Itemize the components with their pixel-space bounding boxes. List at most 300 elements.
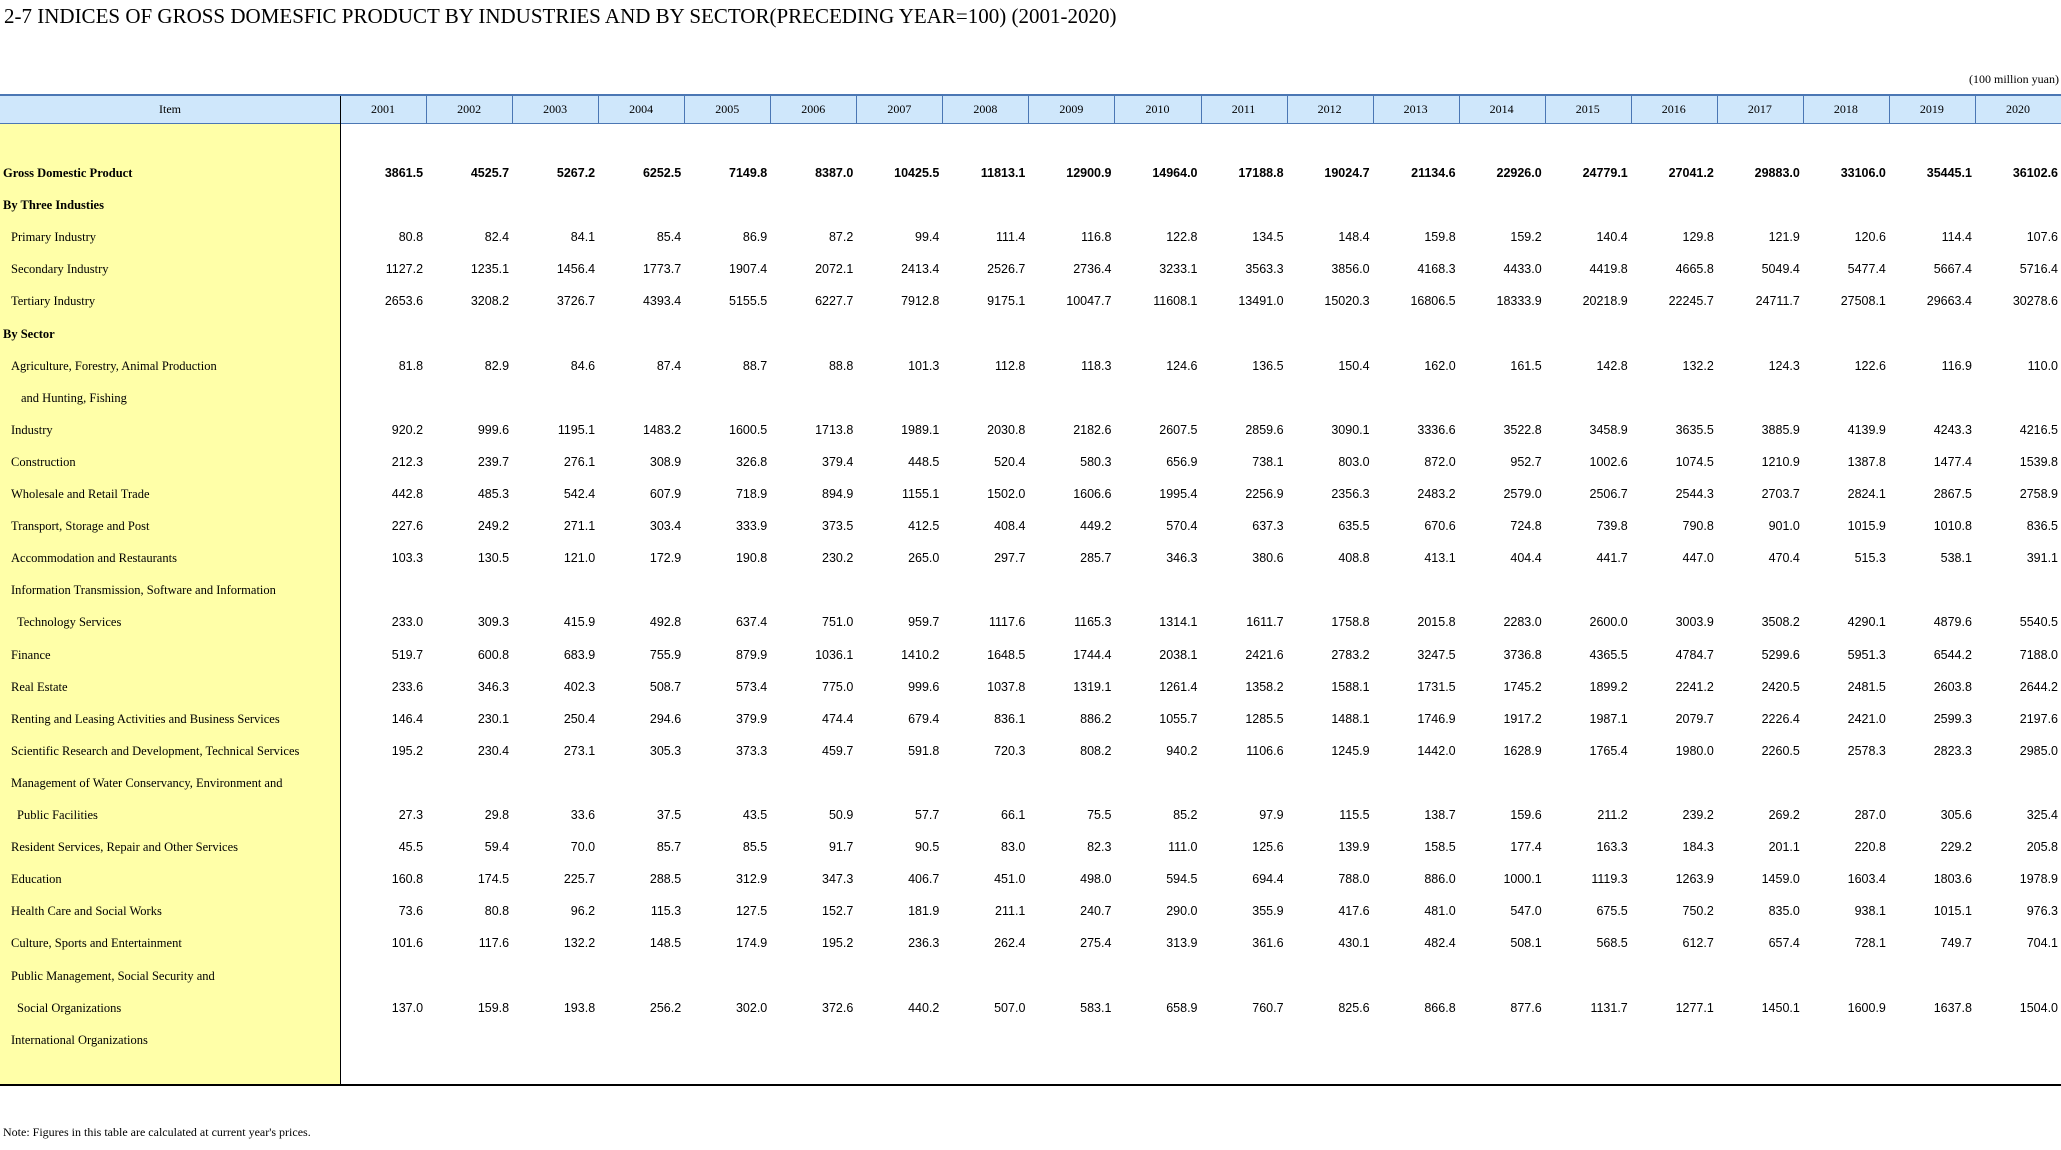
table-cell: 27508.1 [1840,294,1886,309]
table-cell: 22926.0 [1496,166,1542,180]
table-cell: 1773.7 [642,262,682,277]
table-cell: 999.6 [477,422,510,437]
table-cell: 4419.8 [1589,262,1628,277]
table-cell: 195.2 [391,743,424,758]
table-cell: 73.6 [398,904,424,919]
table-cell: 408.4 [994,519,1026,534]
table-cell: 87.4 [656,358,682,373]
table-cell: 2783.2 [1331,647,1370,662]
row-label: and Hunting, Fishing [21,390,127,405]
header-year-2006: 2006 [801,102,826,116]
table-cell: 866.8 [1424,1000,1456,1015]
row-label: Resident Services, Repair and Other Services [11,840,239,855]
table-cell: 346.3 [477,679,510,694]
row-label: Transport, Storage and Post [11,519,150,534]
table-cell: 447.0 [1682,551,1714,566]
table-cell: 4290.1 [1847,615,1886,630]
table-cell: 22245.7 [1668,294,1714,309]
table-cell: 750.2 [1682,904,1714,919]
table-cell: 877.6 [1510,1000,1542,1015]
table-cell: 361.6 [1252,936,1284,951]
table-cell: 3458.9 [1589,422,1628,437]
table-cell: 679.4 [908,711,940,726]
header-divider [684,96,685,123]
table-cell: 124.3 [1768,358,1800,373]
table-cell: 5155.5 [729,294,768,309]
table-cell: 4665.8 [1675,262,1714,277]
table-cell: 1907.4 [729,262,768,277]
table-cell: 308.9 [649,454,682,469]
header-year-2017: 2017 [1747,102,1772,116]
table-cell: 2481.5 [1847,679,1886,694]
row-label: By Three Industies [3,198,104,213]
table-cell: 139.9 [1338,840,1370,855]
table-cell: 2030.8 [987,422,1026,437]
table-cell: 373.3 [735,743,768,758]
table-cell: 172.9 [649,551,682,566]
table-cell: 580.3 [1080,454,1112,469]
header-year-2002: 2002 [457,102,482,116]
table-cell: 1978.9 [2019,872,2058,887]
header-divider [426,96,427,123]
table-cell: 132.2 [563,936,596,951]
table-cell: 1106.6 [1246,743,1284,758]
table-cell: 21134.6 [1411,166,1456,180]
table-cell: 116.8 [1081,230,1112,245]
table-cell: 121.9 [1768,230,1800,245]
header-divider [1373,96,1374,123]
header-year-2001: 2001 [371,102,396,116]
table-cell: 417.6 [1338,904,1370,919]
unit-label: (100 million yuan) [1969,72,2059,86]
table-cell: 227.6 [391,519,424,534]
table-cell: 879.9 [735,647,768,662]
header-year-2004: 2004 [629,102,654,116]
table-cell: 1015.9 [1847,519,1886,534]
table-cell: 249.2 [477,519,510,534]
table-cell: 8387.0 [815,166,854,180]
header-year-2011: 2011 [1231,102,1256,116]
header-year-2008: 2008 [973,102,998,116]
table-cell: 1539.8 [2019,454,2058,469]
table-cell: 262.4 [994,936,1026,951]
table-cell: 159.6 [1510,808,1542,822]
table-cell: 3508.2 [1761,615,1800,630]
table-cell: 142.8 [1596,358,1628,373]
header-divider [856,96,857,123]
table-cell: 5667.4 [1933,262,1972,277]
table-cell: 250.4 [563,711,596,726]
table-cell: 45.5 [398,840,424,855]
table-cell: 162.0 [1424,358,1456,373]
table-cell: 4216.5 [2019,422,2058,437]
table-cell: 657.4 [1768,936,1800,951]
row-label: Information Transmission, Software and Information [11,583,276,598]
row-label: Education [11,872,62,887]
table-cell: 976.3 [2026,904,2058,919]
header-divider [512,96,513,123]
table-cell: 43.5 [742,808,768,822]
table-cell: 2182.6 [1073,422,1112,437]
header-year-2016: 2016 [1661,102,1686,116]
table-cell: 163.3 [1596,840,1628,855]
table-cell: 303.4 [649,519,682,534]
header-year-2005: 2005 [715,102,740,116]
table-cell: 3736.8 [1503,647,1542,662]
table-cell: 2578.3 [1847,743,1886,758]
table-cell: 2421.6 [1245,647,1284,662]
table-cell: 2526.7 [987,262,1026,277]
header-divider [1803,96,1804,123]
table-cell: 118.3 [1081,358,1112,373]
table-cell: 6227.7 [815,294,854,309]
table-cell: 5540.5 [2019,615,2058,630]
table-cell: 1131.7 [1590,1000,1628,1015]
footnote: Note: Figures in this table are calculated at current year's prices. [3,1125,311,1139]
table-cell: 570.4 [1166,519,1198,534]
table-cell: 59.4 [484,840,510,855]
table-cell: 775.0 [822,679,854,694]
table-cell: 373.5 [822,519,854,534]
table-cell: 355.9 [1252,904,1284,919]
table-cell: 1037.8 [987,679,1026,694]
table-cell: 2736.4 [1073,262,1112,277]
table-cell: 117.6 [478,936,510,951]
table-cell: 406.7 [908,872,940,887]
table-cell: 1000.1 [1503,872,1542,887]
table-cell: 132.2 [1682,358,1714,373]
item-column-divider [340,96,341,1084]
table-cell: 1387.8 [1847,454,1886,469]
table-cell: 233.6 [391,679,424,694]
table-cell: 288.5 [649,872,682,887]
table-cell: 448.5 [908,454,940,469]
table-cell: 1410.2 [901,647,940,662]
table-cell: 82.4 [484,230,510,245]
table-cell: 415.9 [563,615,596,630]
table-cell: 1235.1 [470,262,510,277]
table-cell: 158.5 [1424,840,1456,855]
table-cell: 85.2 [1173,808,1198,822]
table-cell: 236.3 [908,936,940,951]
table-cell: 728.1 [1854,936,1886,951]
row-label: Construction [11,454,76,469]
table-cell: 233.0 [391,615,424,630]
table-cell: 474.4 [822,711,854,726]
table-cell: 82.9 [484,358,510,373]
table-cell: 573.4 [735,679,768,694]
table-cell: 408.8 [1338,551,1370,566]
table-cell: 96.2 [570,904,596,919]
table-cell: 70.0 [570,840,596,855]
table-cell: 2859.6 [1245,422,1284,437]
table-cell: 305.6 [1940,808,1972,822]
table-cell: 1210.9 [1761,454,1800,469]
table-cell: 7912.8 [901,294,940,309]
table-cell: 402.3 [563,679,596,694]
table-cell: 1987.1 [1589,711,1628,726]
row-label: Real Estate [11,679,68,694]
table-cell: 1606.6 [1073,487,1112,501]
table-cell: 4433.0 [1503,262,1542,277]
table-cell: 290.0 [1166,904,1198,919]
header-year-2007: 2007 [887,102,912,116]
table-cell: 999.6 [908,679,940,694]
table-cell: 3726.7 [556,294,596,309]
table-cell: 1765.4 [1589,743,1628,758]
table-cell: 29663.4 [1926,294,1972,309]
table-cell: 211.2 [1597,808,1628,822]
table-cell: 346.3 [1166,551,1198,566]
table-cell: 1731.5 [1417,679,1456,694]
table-cell: 1319.1 [1073,679,1112,694]
table-cell: 449.2 [1080,519,1112,534]
table-cell: 591.8 [908,743,940,758]
table-cell: 12900.9 [1066,166,1112,180]
table-cell: 470.4 [1768,551,1800,566]
header-divider [1459,96,1460,123]
table-cell: 99.4 [915,230,940,245]
header-year-2015: 2015 [1575,102,1600,116]
table-cell: 1600.5 [729,422,768,437]
table-cell: 5049.4 [1761,262,1800,277]
table-cell: 704.1 [2026,936,2058,951]
table-cell: 492.8 [649,615,682,630]
table-cell: 1263.9 [1675,872,1714,887]
table-cell: 404.4 [1510,551,1542,566]
header-divider [1114,96,1115,123]
table-cell: 372.6 [822,1000,854,1015]
table-cell: 230.2 [822,551,854,566]
table-cell: 159.8 [1424,230,1456,245]
table-cell: 2703.7 [1761,487,1800,501]
table-cell: 325.4 [2026,808,2058,822]
row-label: Industry [11,422,53,437]
table-cell: 297.7 [994,551,1026,566]
table-cell: 1074.5 [1675,454,1714,469]
table-cell: 110.0 [2027,358,2058,373]
table-cell: 294.6 [649,711,682,726]
table-cell: 788.0 [1338,872,1370,887]
table-cell: 379.4 [822,454,854,469]
header-divider [1717,96,1718,123]
table-cell: 519.7 [391,647,424,662]
table-cell: 1002.6 [1589,454,1628,469]
table-cell: 1483.2 [642,422,682,437]
table-cell: 5716.4 [2019,262,2058,277]
table-cell: 101.3 [908,358,940,373]
table-cell: 1504.0 [2019,1000,2058,1015]
table-cell: 137.0 [391,1000,424,1015]
table-cell: 4879.6 [1933,615,1972,630]
table-cell: 124.6 [1166,358,1198,373]
table-cell: 18333.9 [1496,294,1542,309]
table-cell: 184.3 [1682,840,1714,855]
table-cell: 140.4 [1596,230,1628,245]
table-cell: 220.8 [1854,840,1886,855]
table-cell: 594.5 [1166,872,1198,887]
header-divider [770,96,771,123]
table-cell: 2985.0 [2019,743,2058,758]
table-cell: 97.9 [1259,808,1284,822]
table-cell: 718.9 [735,487,768,501]
table-cell: 2038.1 [1159,647,1198,662]
table-cell: 19024.7 [1324,166,1370,180]
table-cell: 83.0 [1001,840,1026,855]
table-cell: 130.5 [477,551,510,566]
table-cell: 84.1 [570,230,596,245]
table-cell: 959.7 [908,615,940,630]
table-cell: 125.6 [1252,840,1284,855]
table-cell: 901.0 [1768,519,1800,534]
table-cell: 940.2 [1166,743,1198,758]
header-year-2019: 2019 [1919,102,1944,116]
table-cell: 2599.3 [1933,711,1972,726]
table-cell: 2607.5 [1159,422,1198,437]
table-cell: 547.0 [1510,904,1542,919]
row-label: Secondary Industry [11,262,109,277]
table-cell: 160.8 [391,872,424,887]
table-cell: 229.2 [1940,840,1972,855]
header-year-2018: 2018 [1833,102,1858,116]
header-year-2009: 2009 [1059,102,1084,116]
table-cell: 81.8 [398,358,424,373]
table-cell: 75.5 [1087,808,1112,822]
header-year-2012: 2012 [1317,102,1342,116]
table-cell: 3090.1 [1331,422,1370,437]
table-cell: 174.9 [735,936,768,951]
table-cell: 3208.2 [470,294,510,309]
row-label: Technology Services [17,615,122,630]
header-year-2003: 2003 [543,102,568,116]
table-cell: 760.7 [1252,1000,1284,1015]
table-cell: 2758.9 [2019,487,2058,501]
table-cell: 1015.1 [1933,904,1972,919]
table-cell: 27.3 [398,808,424,822]
table-cell: 379.9 [735,711,768,726]
table-cell: 2260.5 [1761,743,1800,758]
table-cell: 538.1 [1940,551,1972,566]
table-cell: 121.0 [563,551,596,566]
row-label: Finance [11,647,51,662]
table-cell: 134.5 [1252,230,1284,245]
table-cell: 583.1 [1080,1000,1112,1015]
table-cell: 481.0 [1424,904,1456,919]
table-cell: 190.8 [735,551,768,566]
table-cell: 612.7 [1682,936,1714,951]
table-cell: 159.8 [477,1000,510,1015]
table-cell: 1917.2 [1503,711,1542,726]
table-cell: 886.0 [1424,872,1456,887]
table-cell: 1117.6 [989,615,1026,630]
table-cell: 114.4 [1941,230,1972,245]
table-cell: 459.7 [822,743,854,758]
header-divider [1545,96,1546,123]
table-cell: 4393.4 [642,294,682,309]
table-cell: 2644.2 [2019,679,2058,694]
table-cell: 148.5 [649,936,682,951]
page-title: 2-7 INDICES OF GROSS DOMESFIC PRODUCT BY INDUSTRIES AND BY SECTOR(PRECEDING YEAR=100) (2001-2020) [4,4,1117,28]
table-cell: 430.1 [1338,936,1370,951]
table-cell: 380.6 [1252,551,1284,566]
table-cell: 80.8 [484,904,510,919]
table-cell: 1713.8 [815,422,854,437]
table-cell: 13491.0 [1238,294,1284,309]
table-bottom-rule [0,1084,2061,1086]
table-cell: 212.3 [391,454,424,469]
table-cell: 33.6 [570,808,596,822]
table-cell: 542.4 [563,487,596,501]
table-cell: 440.2 [908,1000,940,1015]
table-cell: 201.1 [1768,840,1800,855]
table-cell: 24711.7 [1755,294,1800,309]
table-cell: 148.4 [1338,230,1370,245]
table-cell: 3336.6 [1417,422,1456,437]
table-cell: 1245.9 [1331,743,1370,758]
table-cell: 2015.8 [1417,615,1456,630]
table-cell: 1459.0 [1761,872,1800,887]
table-cell: 451.0 [994,872,1026,887]
table-cell: 181.9 [908,904,940,919]
table-cell: 10047.7 [1066,294,1112,309]
table-cell: 276.1 [563,454,596,469]
table-cell: 85.7 [656,840,682,855]
table-cell: 271.1 [563,519,596,534]
header-divider [1028,96,1029,123]
table-cell: 86.9 [742,230,768,245]
table-cell: 37.5 [656,808,682,822]
table-cell: 498.0 [1080,872,1112,887]
table-cell: 9175.1 [987,294,1026,309]
row-label: Public Facilities [17,808,98,822]
table-cell: 5299.6 [1761,647,1800,662]
table-cell: 2506.7 [1589,487,1628,501]
table-cell: 6252.5 [642,166,682,180]
table-cell: 3563.3 [1245,262,1284,277]
table-cell: 600.8 [477,647,510,662]
table-cell: 122.6 [1854,358,1886,373]
table-cell: 1442.0 [1417,743,1456,758]
table-cell: 80.8 [398,230,424,245]
row-label: Management of Water Conservancy, Environment and [11,775,283,790]
table-cell: 3247.5 [1417,647,1456,662]
table-cell: 836.5 [2026,519,2058,534]
table-cell: 1010.8 [1933,519,1972,534]
table-cell: 230.4 [477,743,510,758]
table-cell: 127.5 [735,904,768,919]
row-label: Gross Domestic Product [3,166,133,180]
table-cell: 1995.4 [1159,487,1198,501]
table-cell: 2079.7 [1675,711,1714,726]
table-cell: 5477.4 [1847,262,1886,277]
table-cell: 50.9 [828,808,854,822]
table-cell: 412.5 [908,519,940,534]
table-cell: 305.3 [649,743,682,758]
table-cell: 2226.4 [1761,711,1800,726]
table-cell: 138.7 [1424,808,1456,822]
table-cell: 1803.6 [1933,872,1972,887]
table-cell: 607.9 [649,487,682,501]
header-divider [1201,96,1202,123]
row-label: By Sector [3,326,55,341]
table-cell: 239.2 [1682,808,1714,822]
row-label: Primary Industry [11,230,97,245]
header-divider [942,96,943,123]
header-year-2020: 2020 [2005,102,2030,116]
table-cell: 88.7 [742,358,768,373]
table-cell: 111.0 [1168,840,1198,855]
table-cell: 2824.1 [1847,487,1886,501]
